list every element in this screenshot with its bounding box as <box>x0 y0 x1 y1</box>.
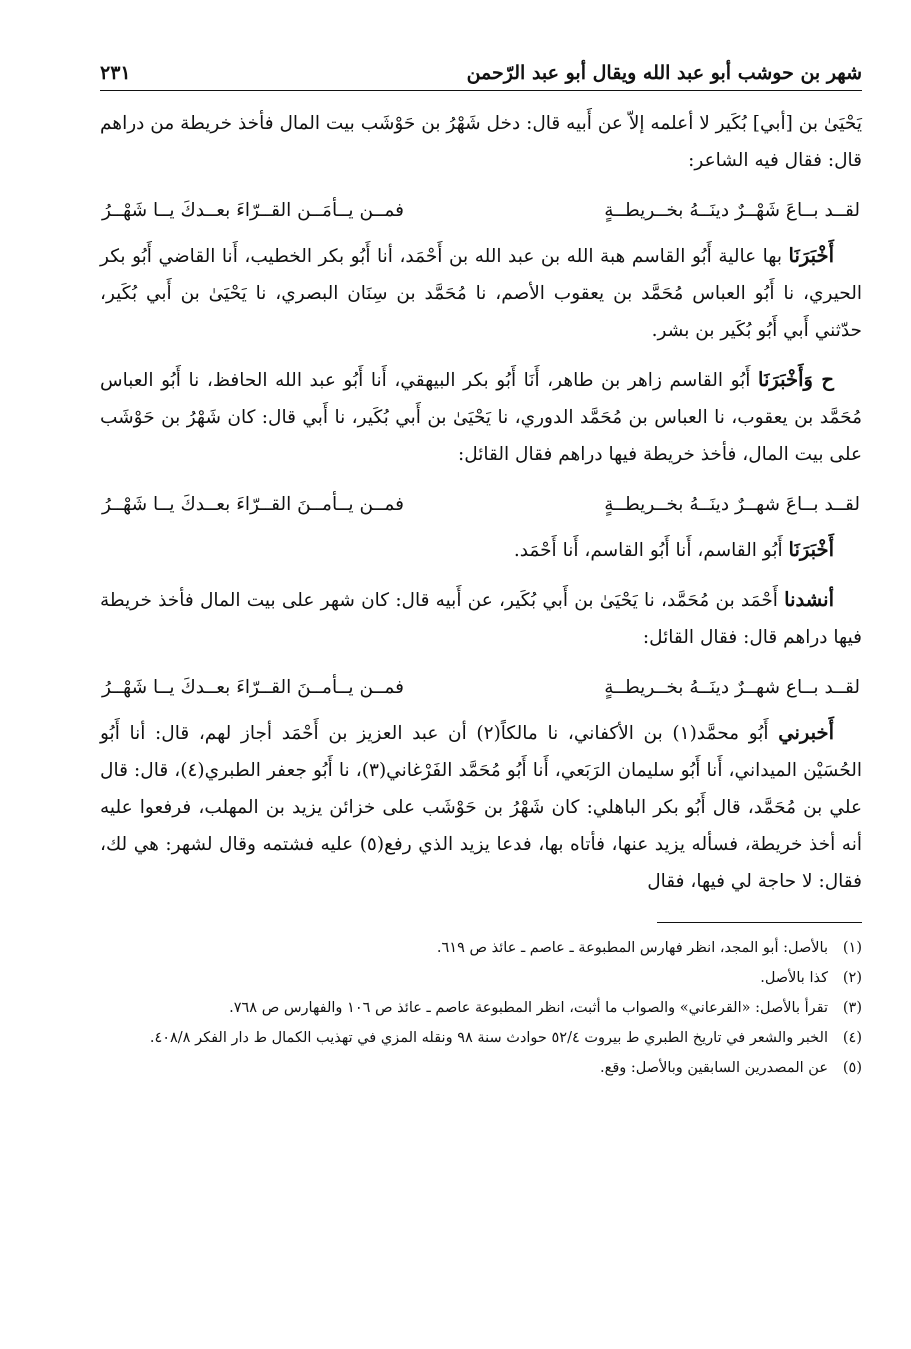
paragraph-2-text: بها عالية أَبُو القاسم هبة الله بن عبد الله بن أَحْمَد، أنا أَبُو بكر الخطيب، أَنا القاضي أَبُو بكر الحيري، نا أَبُو العباس مُحَمَّد بن يعقوب الأصم، نا مُحَمَّد بن سِنَان البصري، نا يَحْيَىٰ بن أَبي بُكَير، حدّثني أَبي أَبُو بُكَير بن بشر. <box>100 246 862 341</box>
footnote-4 <box>100 1025 862 1052</box>
paragraph-2 <box>100 237 862 349</box>
paragraph-3-lead: ح وَأَخْبَرَنَا <box>758 368 834 391</box>
paragraph-6 <box>100 714 862 900</box>
page-header <box>100 62 862 91</box>
paragraph-4 <box>100 531 862 569</box>
paragraph-5 <box>100 581 862 656</box>
footnote-3 <box>100 995 862 1022</box>
footnote-text: تقرأ بالأصل: «القرعاني» والصواب ما أثبت، انظر المطبوعة عاصم ـ عائذ ص ١٠٦ والفهارس ص ٧٦٨. <box>229 1000 828 1016</box>
verse-1-second-hemistich: فمــن يــأمَــن القــرّاءَ بعــدكَ يــا شَهْــرُ <box>102 200 404 221</box>
footnote-text: كذا بالأصل. <box>760 970 828 986</box>
paragraph-3 <box>100 361 862 473</box>
paragraph-2-lead: أَخْبَرَنَا <box>788 244 834 267</box>
footnote-number: (٤) <box>842 1030 862 1046</box>
verse-1-first-hemistich: لقــد بــاعَ شَهْــرٌ دينَــهُ بخــريطــةٍ <box>604 200 860 221</box>
footnote-2 <box>100 965 862 992</box>
footnote-number: (٣) <box>842 1000 862 1016</box>
verse-3-first-hemistich: لقــد بــاع شهــرٌ دينَــهُ بخــريطــةٍ <box>604 677 860 698</box>
paragraph-6-text: أَبُو محمَّد(١) بن الأكفاني، نا مالكاً(٢) أن عبد العزيز بن أَحْمَد أجاز لهم، قال: أنا أَبُو الحُسَيْن الميداني، أَنا أَبُو سليمان الرَبَعي، أَنا أَبُو مُحَمَّد الفَرْغاني(٣)، نا أَبُو جعفر الطبري(٤)، قال: قال علي بن مُحَمَّد، قال أَبُو بكر الباهلي: كان شَهْرُ بن حَوْشَب على خزائن يزيد بن المهلب، فرفعوا عليه أنه أخذ خريطة، فسأله يزيد عنها، فأتاه بها، فدعا يزيد الذي رفع(٥) عليه فشتمه وقال لشهر: هي لك، فقال: لا حاجة لي فيها، فقال <box>100 723 863 892</box>
footnote-text: الخبر والشعر في تاريخ الطبري ط بيروت ٥٢/٤ حوادث سنة ٩٨ ونقله المزي في تهذيب الكمال ط دار الفكر ٤٠٨/٨. <box>149 1030 828 1046</box>
paragraph-3-text: أَبُو القاسم زاهر بن طاهر، أَنَا أَبُو بكر البيهقي، أَنا أَبُو عبد الله الحافظ، نا أَبُو العباس مُحَمَّد بن يعقوب، نا العباس بن مُحَمَّد الدوري، نا يَحْيَىٰ بن أَبي بُكَير، نا أَبي قال: كان شَهْرُ بن حَوْشَب على بيت المال، فأخذ خريطة فيها دراهم فقال القائل: <box>100 370 862 465</box>
paragraph-1: يَحْيَىٰ بن [أبي] بُكَير لا أعلمه إلاّ عن أَبيه قال: دخل شَهْرُ بن حَوْشَب بيت المال فأخذ خريطة من دراهم قال: فقال فيه الشاعر: <box>100 113 862 171</box>
footnote-number: (١) <box>842 940 862 956</box>
book-page <box>100 62 862 1085</box>
footnote-number: (٢) <box>842 970 862 986</box>
footnote-text: عن المصدرين السابقين وبالأصل: وقع. <box>600 1060 828 1076</box>
paragraph-5-lead: أنشدنا <box>784 588 834 611</box>
verse-1 <box>100 191 862 231</box>
paragraph-4-lead: أَخْبَرَنَا <box>788 538 834 561</box>
footnote-text: بالأصل: أبو المجد، انظر فهارس المطبوعة ـ عاصم ـ عائذ ص ٦١٩. <box>436 940 828 956</box>
running-title: شهر بن حوشب أبو عبد الله ويقال أبو عبد الرّحمن <box>466 62 862 84</box>
footnote-divider <box>657 922 862 923</box>
paragraph-6-lead: أَخبرني <box>778 721 834 744</box>
footnotes <box>100 935 862 1082</box>
verse-3 <box>100 668 862 708</box>
paragraph-4-text: أَبُو القاسم، أَنا أَبُو القاسم، أَنا أَحْمَد. <box>513 540 789 561</box>
verse-2-first-hemistich: لقــد بــاعَ شهــرٌ دينَــهُ بخــريطــةٍ <box>604 494 860 515</box>
verse-2 <box>100 485 862 525</box>
footnote-number: (٥) <box>842 1060 862 1076</box>
verse-3-second-hemistich: فمــن يــأمــنَ القــرّاءَ بعــدكَ يــا شَهْــرُ <box>102 677 404 698</box>
paragraph-5-text: أَحْمَد بن مُحَمَّد، نا يَحْيَىٰ بن أَبي بُكَير، عن أَبيه قال: كان شهر على بيت المال فأخذ خريطة فيها دراهم قال: فقال القائل: <box>100 590 862 648</box>
footnote-5 <box>100 1055 862 1082</box>
verse-2-second-hemistich: فمــن يــأمــنَ القــرّاءَ بعــدكَ يــا شَهْــرُ <box>102 494 404 515</box>
footnote-1 <box>100 935 862 962</box>
page-number: ٢٣١ <box>100 62 131 84</box>
